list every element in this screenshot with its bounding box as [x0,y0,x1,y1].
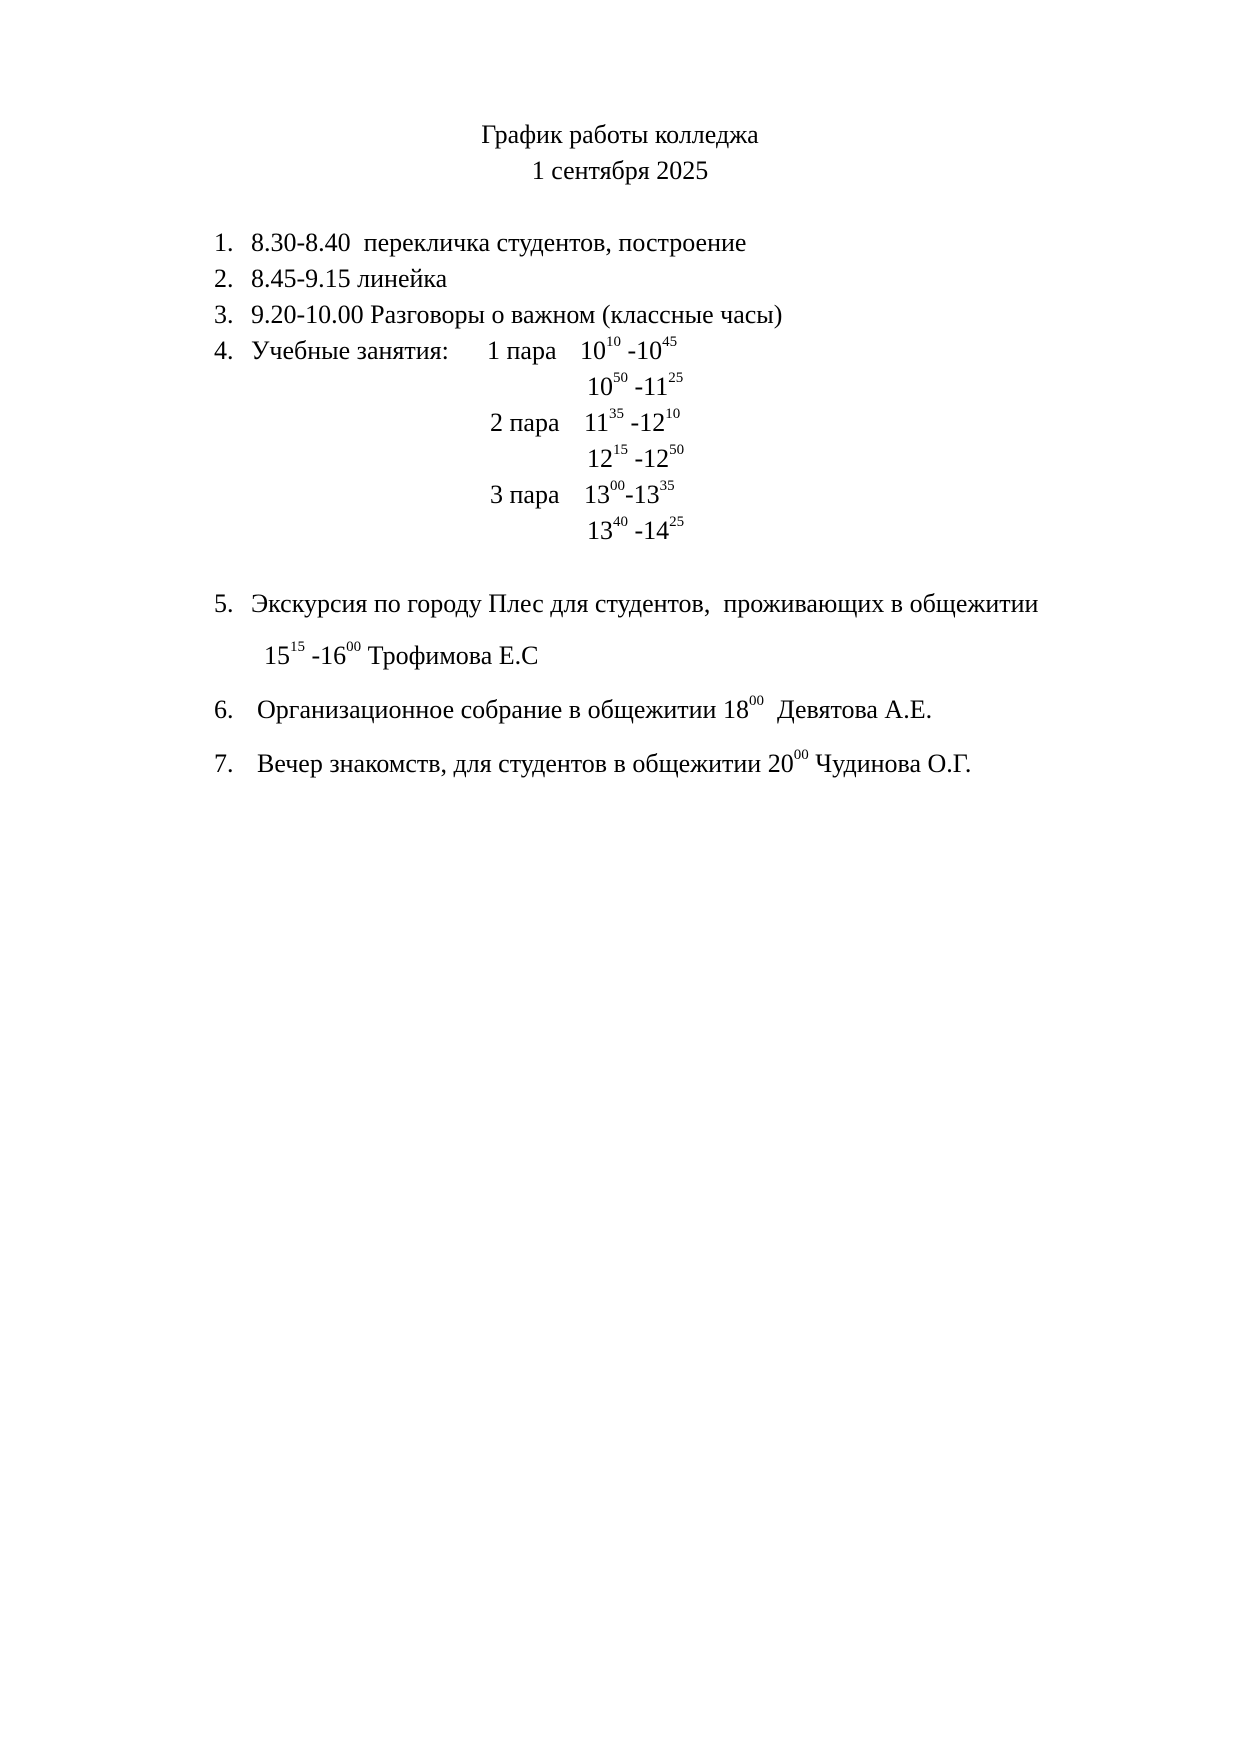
lesson-label-3: 3 пара [490,480,560,509]
list-item-6: Организационное собрание в общежитии $18^{00}$ Девятова А.Е. [257,693,933,724]
lesson-time: $10^{50}$ $-11^{25}$ [587,370,684,401]
excursion-time-line: $15^{15}$ $-16^{00}$ Трофимова Е.С [264,639,539,670]
document-title: График работы колледжа [481,120,759,149]
excursion-person: Трофимова Е.С [367,641,539,670]
list-item-5: Экскурсия по городу Плес для студентов, проживающих в общежитии [251,589,1039,618]
lesson-time: $11^{35}$ $-12^{10}$ [584,406,681,437]
list-number-1: 1. [214,228,234,257]
list-item-1: 8.30-8.40 перекличка студентов, построение [251,228,747,257]
lesson-time: $12^{15}$ $-12^{50}$ [587,442,685,473]
list-number-7: 7. [214,749,234,778]
meeting-person: Девятова А.Е. [776,695,933,724]
lesson-time: $13^{00}-13^{35}$ [584,478,675,509]
list-item-3: 9.20-10.00 Разговоры о важном (классные часы) [251,300,783,329]
lesson-time: $10^{10}$ $-10^{45}$ [580,334,678,365]
evening-person: Чудинова О.Г. [815,749,972,778]
list-number-5: 5. [214,589,234,618]
lesson-label-2: 2 пара [490,408,560,437]
list-number-2: 2. [214,264,234,293]
list-item-2: 8.45-9.15 линейка [251,264,448,293]
document-date: 1 сентября 2025 [531,156,709,185]
lessons-label: Учебные занятия: [251,336,449,365]
list-number-4: 4. [214,336,234,365]
lesson-label-1: 1 пара [487,336,557,365]
lesson-time: $13^{40}$ $-14^{25}$ [587,514,685,545]
list-item-7: Вечер знакомств, для студентов в общежитии $20^{00}$ Чудинова О.Г. [257,747,972,778]
list-number-6: 6. [214,695,234,724]
list-number-3: 3. [214,300,234,329]
